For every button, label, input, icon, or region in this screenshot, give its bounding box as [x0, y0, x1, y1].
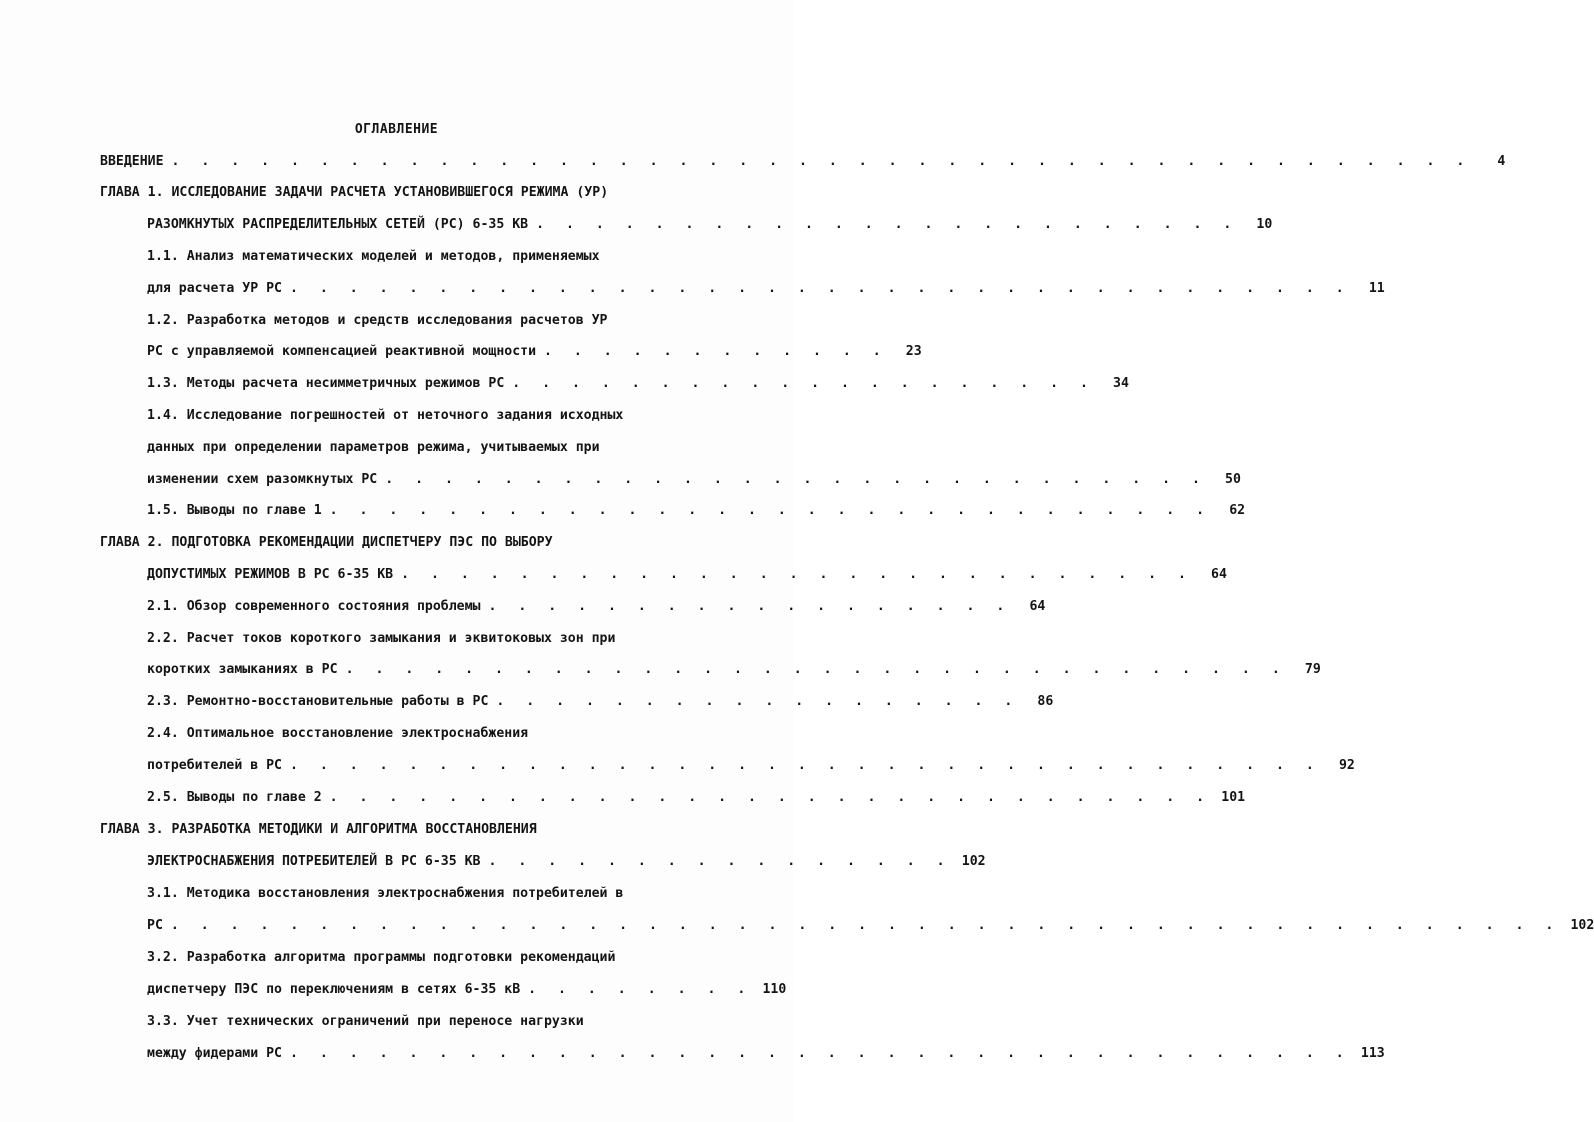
- dot-leader: . . . . . . . .: [528, 982, 753, 997]
- toc-entry-text: 1.4. Исследование погрешностей от неточного задания исходных: [147, 408, 624, 423]
- dot-leader: . . . . . . . . . . . . . . . . . . . . . . . . . . . . . .: [329, 503, 1212, 518]
- toc-entry-text: ГЛАВА 1. ИССЛЕДОВАНИЕ ЗАДАЧИ РАСЧЕТА УСТАНОВИВШЕГОСЯ РЕЖИМА (УР): [100, 185, 609, 200]
- toc-entry: [100, 181, 724, 205]
- toc-page-number: 102: [1570, 918, 1594, 933]
- dot-leader: . . . . . . . . . . . . . . . . . .: [488, 599, 1012, 614]
- toc-entry-text: ВВЕДЕНИЕ: [100, 154, 164, 169]
- toc-entry-text: 1.1. Анализ математических моделей и методов, применяемых: [147, 249, 600, 264]
- toc-entry-text: ЭЛЕКТРОСНАБЖЕНИЯ ПОТРЕБИТЕЛЕЙ В РС 6-35 КВ: [147, 854, 481, 869]
- toc-page-number: 50: [1225, 472, 1241, 487]
- toc-page-number: 64: [1029, 599, 1046, 614]
- dot-leader: . . . . . . . . . . . . . . . . . . . . . . . . . . . .: [385, 472, 1207, 487]
- toc-entry-text: 3.3. Учет технических ограничений при переносе нагрузки: [147, 1014, 584, 1029]
- toc-entry-text: РАЗОМКНУТЫХ РАСПРЕДЕЛИТЕЛЬНЫХ СЕТЕЙ (РС) 6-35 КВ: [147, 217, 529, 232]
- toc-entry-text: диспетчеру ПЭС по переключениям в сетях 6-35 кВ: [147, 982, 521, 997]
- toc-entry: [147, 978, 787, 1002]
- toc-entry-text: 2.5. Выводы по главе 2: [147, 790, 322, 805]
- toc-entry: [147, 468, 1241, 492]
- toc-page-number: 113: [1360, 1046, 1385, 1061]
- toc-entry: [100, 531, 724, 555]
- dot-leader: . . . . . . . . . . . . . . . .: [488, 854, 952, 869]
- toc-entry: [147, 1010, 724, 1034]
- page-title: ОГЛАВЛЕНИЕ: [354, 122, 439, 137]
- dot-leader: . . . . . . . . . . . . . . . . . . . . . . . . . . . . . .: [329, 790, 1212, 805]
- toc-entry: [147, 946, 724, 970]
- toc-entry-text: ГЛАВА 3. РАЗРАБОТКА МЕТОДИКИ И АЛГОРИТМА ВОССТАНОВЛЕНИЯ: [100, 822, 537, 837]
- toc-entry: [147, 595, 1046, 619]
- dot-leader: . . . . . . . . . . . . . . . . . . . . . . . . . . .: [401, 567, 1193, 582]
- toc-entry: [147, 658, 1321, 682]
- toc-entry-text: потребителей в РС: [147, 758, 282, 773]
- toc-entry: [147, 914, 1594, 938]
- dot-leader: . . . . . . . . . . . .: [544, 344, 888, 359]
- toc-entry-text: изменении схем разомкнутых РС: [147, 472, 378, 487]
- toc-entry-text: ГЛАВА 2. ПОДГОТОВКА РЕКОМЕНДАЦИИ ДИСПЕТЧЕРУ ПЭС ПО ВЫБОРУ: [100, 535, 553, 550]
- toc-page-number: 64: [1211, 567, 1227, 582]
- dot-leader: . . . . . . . . . . . . . . . . . . . . . . . . . . . . . . . . . . . . . . . . . . . .: [171, 154, 1472, 169]
- dot-leader: . . . . . . . . . . . . . . . . . . . . . . . . . . . . . . . . . . . .: [289, 1046, 1351, 1061]
- toc-entry: [147, 436, 724, 460]
- toc-entry-text: РС: [147, 918, 163, 933]
- toc-entry: [147, 277, 1385, 301]
- toc-entry-text: между фидерами РС: [147, 1046, 282, 1061]
- toc-entry-text: 2.2. Расчет токов короткого замыкания и эквитоковых зон при: [147, 631, 616, 646]
- toc-entry-text: ДОПУСТИМЫХ РЕЖИМОВ В РС 6-35 КВ: [147, 567, 394, 582]
- toc-entry-text: коротких замыканиях в РС: [147, 662, 338, 677]
- toc-entry-text: 3.2. Разработка алгоритма программы подготовки рекомендаций: [147, 950, 616, 965]
- toc-page-number: 110: [762, 982, 787, 997]
- toc-entry: [147, 499, 1246, 523]
- toc-page-number: 86: [1037, 694, 1054, 709]
- toc-entry: [147, 690, 1054, 714]
- toc-entry: [100, 818, 724, 842]
- toc-entry: [147, 563, 1227, 587]
- toc-entry-text: 3.1. Методика восстановления электроснабжения потребителей в: [147, 886, 624, 901]
- toc-entry: [147, 309, 724, 333]
- toc-entry-text: РС с управляемой компенсацией реактивной мощности: [147, 344, 537, 359]
- dot-leader: . . . . . . . . . . . . . . . . . . . . . . . .: [536, 217, 1239, 232]
- toc-page-number: 34: [1113, 376, 1129, 391]
- toc-entry: [147, 340, 922, 364]
- dot-leader: . . . . . . . . . . . . . . . . . .: [496, 694, 1020, 709]
- toc-entry: [147, 722, 724, 746]
- toc-page-number: 102: [961, 854, 986, 869]
- dot-leader: . . . . . . . . . . . . . . . . . . . .: [512, 376, 1095, 391]
- toc-page-number: 101: [1221, 790, 1246, 805]
- toc-entry: [147, 786, 1246, 810]
- dot-leader: . . . . . . . . . . . . . . . . . . . . . . . . . . . . . . . . . . .: [289, 758, 1321, 773]
- toc-entry-text: 2.1. Обзор современного состояния проблемы: [147, 599, 481, 614]
- dot-leader: . . . . . . . . . . . . . . . . . . . . . . . . . . . . . . . . . . . .: [289, 281, 1351, 296]
- dot-leader: . . . . . . . . . . . . . . . . . . . . . . . . . . . . . . . . . . . . . . . . . . . . . . .: [170, 918, 1561, 933]
- toc-page-number: 23: [905, 344, 922, 359]
- toc-entry: [147, 627, 724, 651]
- dot-leader: . . . . . . . . . . . . . . . . . . . . . . . . . . . . . . . .: [345, 662, 1287, 677]
- toc-entry: [147, 850, 986, 874]
- toc-entry-text: 2.3. Ремонтно-восстановительные работы в РС: [147, 694, 489, 709]
- toc-entry: [147, 754, 1355, 778]
- toc-entry-text: 2.4. Оптимальное восстановление электроснабжения: [147, 726, 529, 741]
- toc-entry: [147, 404, 724, 428]
- toc-page-number: 79: [1304, 662, 1321, 677]
- toc-page-number: 10: [1256, 217, 1273, 232]
- toc-entry: [147, 245, 724, 269]
- toc-page-number: 11: [1368, 281, 1385, 296]
- toc-entry-text: 1.2. Разработка методов и средств исследования расчетов УР: [147, 313, 608, 328]
- toc-entry: [147, 213, 1273, 237]
- toc-entry-text: для расчета УР РС: [147, 281, 282, 296]
- toc-entry: [100, 150, 1506, 174]
- toc-entry-text: 1.5. Выводы по главе 1: [147, 503, 322, 518]
- toc-entry: [147, 1042, 1385, 1066]
- toc-page-number: 92: [1338, 758, 1355, 773]
- toc-entry-text: данных при определении параметров режима, учитываемых при: [147, 440, 600, 455]
- toc-entry: [147, 882, 724, 906]
- toc-entry-text: 1.3. Методы расчета несимметричных режимов РС: [147, 376, 505, 391]
- toc-page-number: 62: [1229, 503, 1246, 518]
- toc-page-number: 4: [1497, 154, 1506, 169]
- toc-entry: [147, 372, 1129, 396]
